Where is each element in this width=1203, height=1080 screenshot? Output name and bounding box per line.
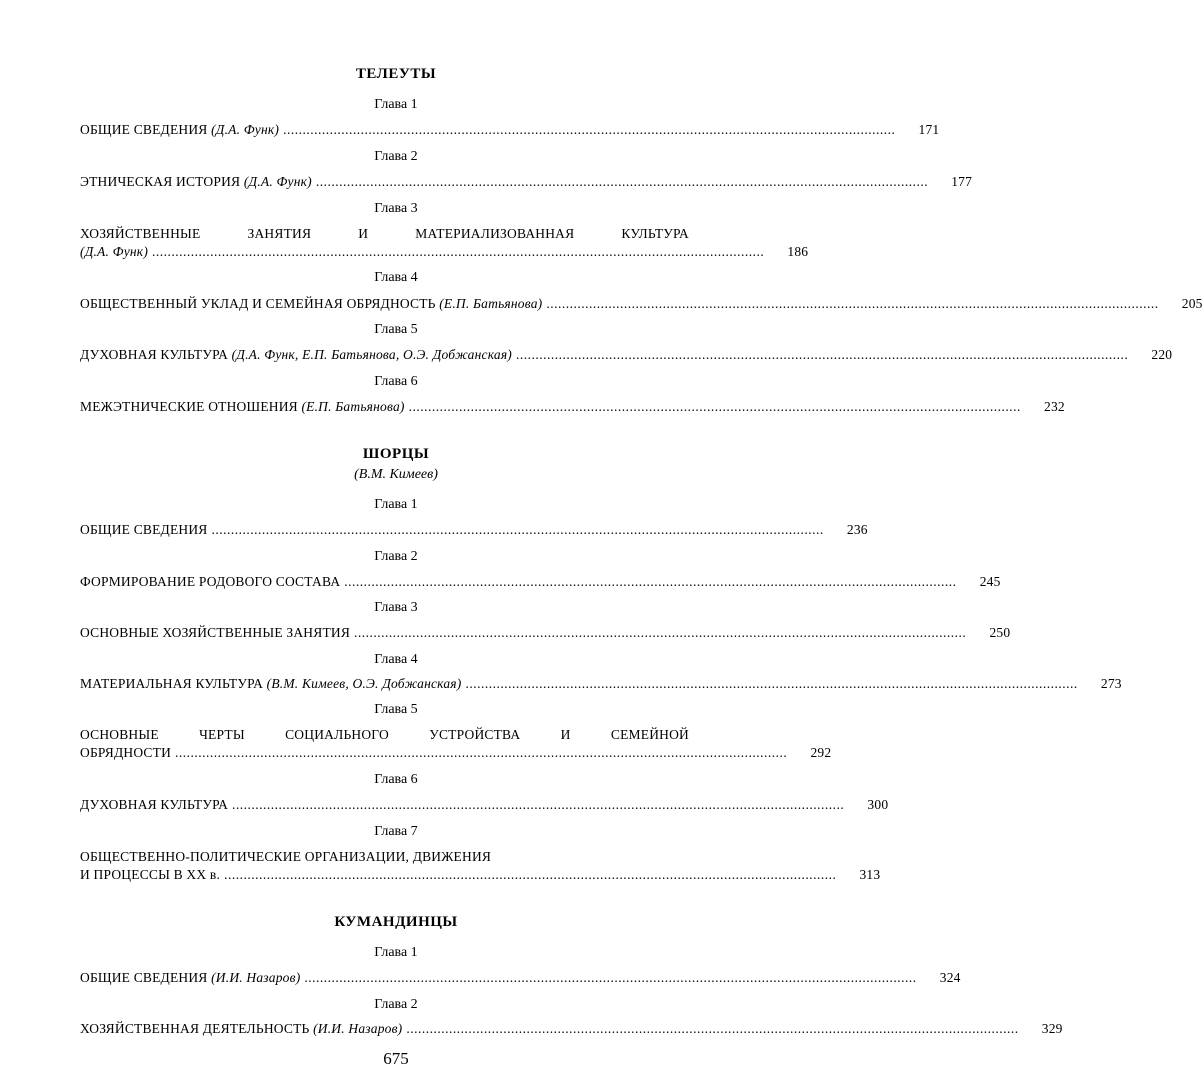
leader-dots: .............................................................................................................................................................. [211,522,824,537]
toc-entry[interactable] [80,849,881,885]
toc-entry[interactable] [80,122,940,140]
toc-page: 171 [918,122,940,137]
leader-dots: .............................................................................................................................................................. [465,676,1078,691]
chapter-label: Глава 1 [374,945,418,960]
toc-author: (Д.А. Функ) [211,122,280,137]
toc-page: 300 [867,797,889,812]
toc-heading-line1: ХОЗЯЙСТВЕННЫЕ ЗАНЯТИЯ И МАТЕРИАЛИЗОВАННАЯ КУЛЬТУРА [80,226,689,241]
toc-entry[interactable] [80,676,1122,694]
toc-author: (Д.А. Функ) [80,244,149,259]
chapter-label: Глава 2 [374,997,418,1012]
chapter-label: Глава 4 [374,270,418,285]
leader-dots: .............................................................................................................................................................. [315,174,929,189]
toc-page: 220 [1151,347,1173,362]
leader-dots: .............................................................................................................................................................. [224,867,837,882]
chapter-label: Глава 1 [374,97,418,112]
leader-dots: .............................................................................................................................................................. [232,797,845,812]
leader-dots: .............................................................................................................................................................. [546,296,1159,311]
chapter-label: Глава 2 [374,149,418,164]
toc-heading-line1: ОБЩЕСТВЕННО-ПОЛИТИЧЕСКИЕ ОРГАНИЗАЦИИ, ДВИЖЕНИЯ [80,849,492,864]
section-title-shortsy: ШОРЦЫ [362,446,430,462]
toc-heading: ОБРЯДНОСТИ [80,745,172,760]
toc-page: 313 [859,867,881,882]
toc-entry[interactable] [80,625,1011,643]
toc-heading: И ПРОЦЕССЫ В XX в. [80,867,221,882]
chapter-label: Глава 1 [374,497,418,512]
toc-page: 245 [979,574,1001,589]
leader-dots: .............................................................................................................................................................. [354,625,967,640]
toc-author: (В.М. Кимеев, О.Э. Добжанская) [266,676,462,691]
leader-dots: .............................................................................................................................................................. [344,574,957,589]
chapter-label: Глава 6 [374,772,418,787]
toc-page: 236 [846,522,868,537]
leader-dots: .............................................................................................................................................................. [406,1021,1019,1036]
chapter-label: Глава 3 [374,600,418,615]
toc-entry[interactable] [80,797,889,815]
toc-entry[interactable] [80,727,832,763]
toc-author: (Д.А. Функ) [243,174,312,189]
toc-entry[interactable] [80,296,1203,314]
toc-heading: ДУХОВНАЯ КУЛЬТУРА [80,347,229,362]
toc-heading: ДУХОВНАЯ КУЛЬТУРА [80,797,229,812]
toc-page: 324 [939,970,961,985]
section-author: (В.М. Кимеев) [354,467,438,482]
toc-entry[interactable] [80,970,961,988]
toc-author: (Е.П. Батьянова) [439,296,543,311]
toc-entry[interactable] [80,574,1001,592]
leader-dots: .............................................................................................................................................................. [304,970,917,985]
toc-author: (Д.А. Функ, Е.П. Батьянова, О.Э. Добжанская) [231,347,512,362]
toc-heading: ОБЩИЕ СВЕДЕНИЯ [80,970,208,985]
toc-heading: МАТЕРИАЛЬНАЯ КУЛЬТУРА [80,676,264,691]
leader-dots: .............................................................................................................................................................. [283,122,896,137]
toc-author: (Е.П. Батьянова) [301,399,405,414]
leader-dots: .............................................................................................................................................................. [408,399,1021,414]
toc-heading: ОБЩИЕ СВЕДЕНИЯ [80,122,208,137]
section-title-kumandintsy: КУМАНДИНЦЫ [334,914,458,930]
toc-entry[interactable] [80,226,809,262]
chapter-label: Глава 3 [374,201,418,216]
chapter-label: Глава 4 [374,652,418,667]
toc-entry[interactable] [80,522,868,540]
toc-entry[interactable] [80,174,973,192]
toc-entry[interactable] [80,399,1065,417]
toc-heading: ХОЗЯЙСТВЕННАЯ ДЕЯТЕЛЬНОСТЬ [80,1021,310,1036]
toc-heading: ОСНОВНЫЕ ХОЗЯЙСТВЕННЫЕ ЗАНЯТИЯ [80,625,351,640]
chapter-label: Глава 7 [374,824,418,839]
leader-dots: .............................................................................................................................................................. [152,244,765,259]
toc-page: 292 [810,745,832,760]
toc-page: 177 [951,174,973,189]
chapter-label: Глава 2 [374,549,418,564]
page-number: 675 [383,1049,409,1068]
leader-dots: .............................................................................................................................................................. [175,745,788,760]
toc-heading: ОБЩИЕ СВЕДЕНИЯ [80,522,208,537]
toc-heading-line1: ОСНОВНЫЕ ЧЕРТЫ СОЦИАЛЬНОГО УСТРОЙСТВА И СЕМЕЙНОЙ [80,727,689,742]
toc-page: 205 [1181,296,1203,311]
toc-page: 232 [1044,399,1065,414]
section-title-teleuty: ТЕЛЕУТЫ [355,66,437,82]
leader-dots: .............................................................................................................................................................. [516,347,1129,362]
toc-page: 273 [1100,676,1122,691]
chapter-label: Глава 5 [374,322,418,337]
chapter-label: Глава 6 [374,374,418,389]
toc-page: 186 [787,244,809,259]
toc-entry[interactable] [80,347,1173,365]
toc-heading: ФОРМИРОВАНИЕ РОДОВОГО СОСТАВА [80,574,341,589]
chapter-label: Глава 5 [374,702,418,717]
toc-author: (И.И. Назаров) [211,970,301,985]
toc-heading: ОБЩЕСТВЕННЫЙ УКЛАД И СЕМЕЙНАЯ ОБРЯДНОСТЬ [80,296,436,311]
toc-author: (И.И. Назаров) [313,1021,403,1036]
toc-heading: МЕЖЭТНИЧЕСКИЕ ОТНОШЕНИЯ [80,399,298,414]
toc-entry[interactable] [80,1021,1063,1039]
toc-heading: ЭТНИЧЕСКАЯ ИСТОРИЯ [80,174,241,189]
toc-page: 250 [989,625,1011,640]
toc-page: 329 [1041,1021,1063,1036]
